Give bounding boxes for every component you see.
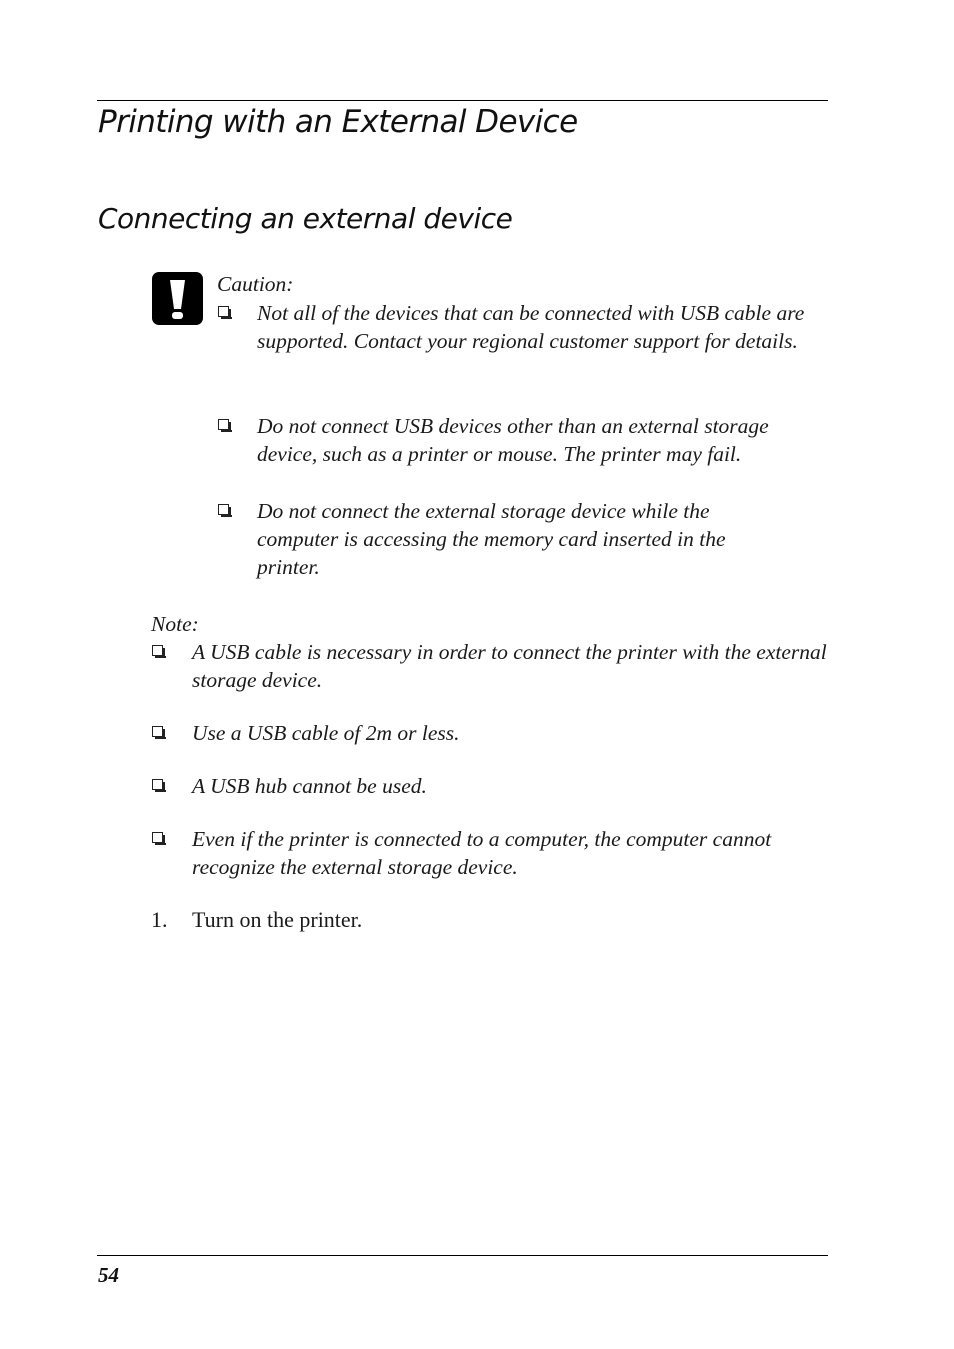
caution-label: Caution: — [217, 272, 294, 296]
page-number: 54 — [98, 1263, 119, 1287]
checkbox-bullet-icon — [152, 779, 163, 790]
step-1 — [151, 905, 362, 935]
manual-page: Printing with an External Device Connecting an external device Caution: Not all of the devices that can be connected with USB cable are supported. Contact your regional customer support for details. Do not connect USB devices other than an external storage device, such as a printer or mouse. The printer may fail. Do not connect the external storage device while the computer is accessing the memory card inserted in the printer. Note: A USB cable is necessary in order to connect the printer with the external storage device. Use a USB cable of 2m or less. A USB hub cannot be used. Even if the printer is connected to a computer, the computer cannot recognize the external storage device. 1. Turn on the printer. 54 — [0, 0, 954, 1349]
caution-exclamation-icon — [152, 272, 203, 325]
bottom-rule — [97, 1255, 828, 1256]
checkbox-bullet-icon — [152, 726, 163, 737]
checkbox-bullet-icon — [218, 306, 229, 317]
step-text: Turn on the printer. — [192, 907, 363, 932]
step-number: 1. — [151, 907, 168, 932]
checkbox-bullet-icon — [152, 832, 163, 843]
checkbox-bullet-icon — [218, 419, 229, 430]
note-label: Note: — [151, 612, 199, 636]
checkbox-bullet-icon — [218, 504, 229, 515]
chapter-heading: Printing with an External Device — [98, 104, 578, 140]
checkbox-bullet-icon — [152, 645, 163, 656]
section-heading: Connecting an external device — [98, 202, 513, 235]
